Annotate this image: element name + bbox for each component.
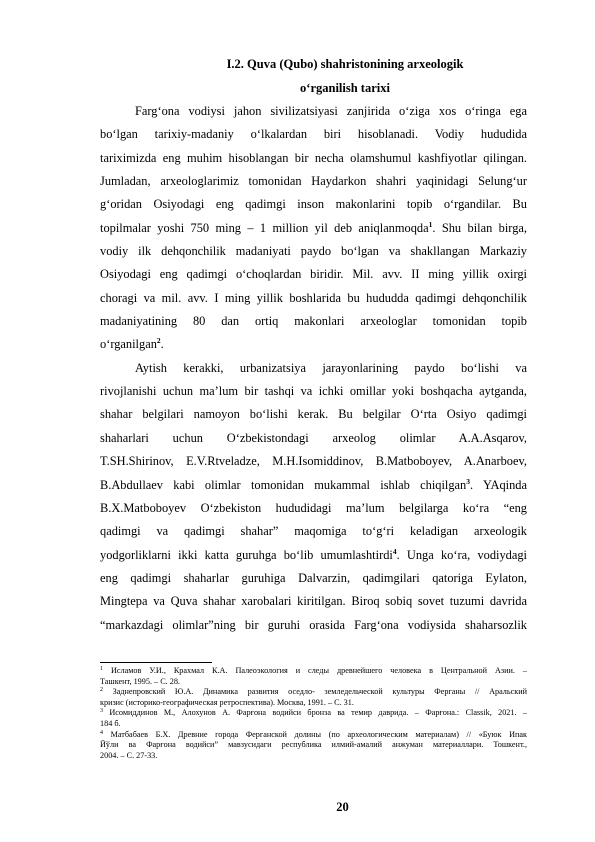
paragraph-line: shahar belgilari namoyon bo‘lishi kerak. Bu belgilar O‘rta Osiyo qadimgi xyxy=(100,407,527,422)
section-heading-line-2: o‘rganilish tarixi xyxy=(300,81,390,95)
footnote-line: 184 б. xyxy=(100,718,121,728)
paragraph-line xyxy=(100,474,527,497)
paragraph-line: Osiyodagi eng qadimgi o‘choqlardan biridir. Mil. avv. II ming yillik oxirgi xyxy=(100,267,527,282)
footnotes xyxy=(100,666,527,761)
footnote-ref[interactable]: 3 xyxy=(466,476,471,486)
line-text: . xyxy=(160,337,164,352)
paragraph-line: choragi va mil. avv. I ming yillik boshlarida bu hududda qadimgi dehqonchilik xyxy=(100,290,527,305)
paragraph-line: eng qadimgi shaharlar guruhiga Dalvarzin, qadimgilari qatoriga Eylaton, xyxy=(100,570,527,585)
paragraph-line: bo‘lgan tarixiy-madaniy o‘lkalardan biri hisoblanadi. Vodiy hududida xyxy=(100,127,527,142)
paragraph-line xyxy=(100,217,527,240)
paragraph-line: Farg‘ona vodiysi jahon sivilizatsiyasi zanjirida o‘ziga xos o‘ringa ega xyxy=(135,104,527,118)
footnote-line xyxy=(100,708,527,719)
paragraph-line: Jumladan, arxeologlarimiz tomonidan Haydarkon shahri yaqinidagi Selung‘ur xyxy=(100,174,527,189)
line-text: o‘rganilgan xyxy=(100,337,157,352)
footnote-text: Исомиддинов М., Алохунов А. Фарғона водийси бронза ва темир даврида. – Фарғона.: Classik, 2021. – xyxy=(109,708,527,718)
page-number: 20 xyxy=(336,800,349,814)
footnote-line: Ташкент, 1995. – С. 28. xyxy=(100,676,180,686)
paragraph-line xyxy=(100,333,527,356)
footnote-text: Исламов У.И., Крахмал К.А. Палеоэкология и следы древнейшего человека в Центральной Азии. – xyxy=(110,666,527,675)
footnote-mark: 4 xyxy=(100,729,103,736)
paragraph-line: g‘oridan Osiyodagi eng qadimgi inson makonlarini topib o‘rgandilar. Bu xyxy=(100,197,527,212)
footnote-text: Матбабаев Б.Х. Древние города Ферганской долины (по археологическим материалам) // «Буюк Ипак xyxy=(110,729,527,739)
paragraph-line: tariximizda eng muhim hisoblangan bir necha olamshumul kashfiyotlar qilingan. xyxy=(100,150,527,165)
paragraph-line: Aytish kerakki, urbanizatsiya jarayonlarining paydo bo‘lishi va xyxy=(135,360,527,375)
footnote-text: Заднепровский Ю.А. Динамика развития оседло- земледельческой культуры Ферганы // Аральский xyxy=(112,687,527,697)
footnote-line: 2004. – С. 27-33. xyxy=(100,750,158,760)
paragraph-line: rivojlanishi uchun ma’lum bir tashqi va ichki omillar yoki boshqacha aytganda, xyxy=(100,384,527,399)
section-heading-line-1: I.2. Quva (Qubo) shahristonining arxeologik xyxy=(226,57,464,71)
footnote-ref[interactable]: 4 xyxy=(392,546,397,556)
footnote-line: Йўли ва Фарғона водийси” мавзусидаги республика илмий-амалий анжуман материаллари. Тошкент., xyxy=(100,740,527,750)
line-text: yodgorliklarni ikki katta guruhga bo‘lib umumlashtirdi xyxy=(100,547,393,562)
paragraph-line: qadimgi va qadimgi shahar” maqomiga to‘g‘ri keladigan arxeologik xyxy=(100,524,527,539)
footnote-line xyxy=(100,666,527,677)
body-text xyxy=(100,100,527,637)
paragraph-line: shaharlari uchun O‘zbekistondagi arxeolog olimlar A.A.Asqarov, xyxy=(100,430,527,445)
paragraph-line: T.SH.Shirinov, E.V.Rtveladze, M.H.Isomiddinov, B.Matboboyev, A.Anarboev, xyxy=(100,454,527,469)
footnote-ref[interactable]: 2 xyxy=(156,336,161,346)
paragraph-line: “markazdagi olimlar”ning bir guruhi orasida Farg‘ona vodiysida shaharsozlik xyxy=(100,617,527,632)
line-text: . Shu bilan birga, xyxy=(432,220,527,235)
footnote-line xyxy=(100,730,527,741)
footnote-mark: 1 xyxy=(100,666,103,672)
footnote-mark: 2 xyxy=(100,687,103,694)
footnote-line: кризис (историко-географическая ретроспектива). Москва, 1991. – С. 31. xyxy=(100,697,354,707)
line-text: B.Abdullaev kabi olimlar tomonidan mukammal ishlab chiqilgan xyxy=(100,477,467,492)
footnote-divider xyxy=(100,662,212,663)
paragraph-line: vodiy ilk dehqonchilik madaniyati paydo bo‘lgan va shakllangan Markaziy xyxy=(100,244,527,259)
line-text: . Unga ko‘ra, vodiydagi xyxy=(396,547,527,562)
paragraph-line: B.X.Matboboyev O‘zbekiston hududidagi ma’lum belgilarga ko‘ra “eng xyxy=(100,500,527,515)
footnote-ref[interactable]: 1 xyxy=(428,219,433,229)
paragraph-line: Mingtepa va Quva shahar xarobalari kiritilgan. Biroq sobiq sovet tuzumi davrida xyxy=(100,594,527,609)
line-text: topilmalar yoshi 750 ming – 1 million yil deb aniqlanmoqda xyxy=(100,220,429,235)
footnote-line xyxy=(100,687,527,698)
footnote-mark: 3 xyxy=(100,708,103,715)
line-text: . YAqinda xyxy=(470,477,527,492)
paragraph-line: madaniyatining 80 dan ortiq makonlari arxeologlar tomonidan topib xyxy=(100,314,527,329)
paragraph-line xyxy=(100,544,527,567)
